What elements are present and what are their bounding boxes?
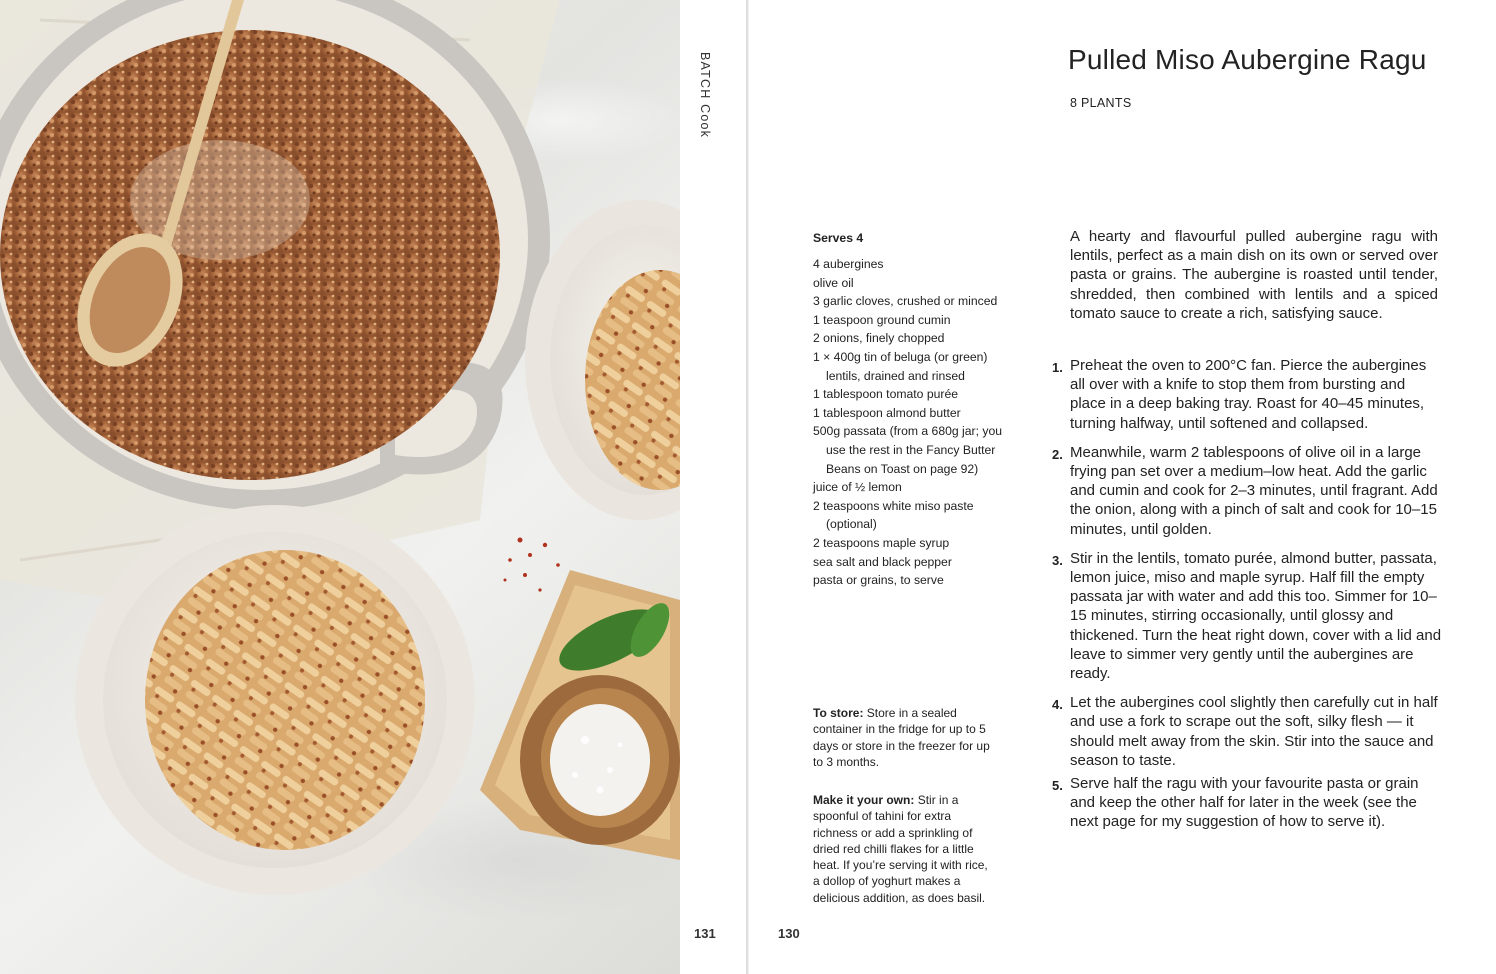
ingredient-item: juice of ½ lemon [813, 480, 902, 495]
storage-note-label: To store: [813, 706, 864, 720]
step-text: Stir in the lentils, tomato purée, almond butter, passata, lemon juice, miso and maple syrup. Half fill the empty passata jar with water and add this too. Simmer for 10–15 minutes, stirring occasionally, until glossy and thickened. Turn the heat right down, cover with a lid and leave to simmer very gently until the aubergines are ready. [1070, 549, 1442, 683]
step-number: 1. [1052, 360, 1063, 375]
plants-count: 8 PLANTS [1070, 96, 1132, 110]
recipe-intro: A hearty and flavourful pulled aubergine ragu with lentils, perfect as a main dish on its own or served over pasta or grains. The aubergine is roasted until tender, shredded, then combined with lentils and a spiced tomato sauce to create a rich, satisfying sauce. [1070, 228, 1438, 322]
ingredient-item: 1 tablespoon almond butter [813, 405, 961, 420]
ingredient-list [813, 255, 1003, 590]
method-steps [1052, 356, 1442, 832]
recipe-title: Pulled Miso Aubergine Ragu [1068, 44, 1427, 75]
method-step [1052, 549, 1442, 683]
method-step [1052, 774, 1442, 832]
ingredient-item: 2 teaspoons white miso paste (optional) [813, 498, 974, 532]
storage-note [813, 705, 997, 770]
ingredient-item: 500g passata (from a 680g jar; you use the rest in the Fancy Butter Beans on Toast on page 92) [813, 424, 1003, 476]
method-step [1052, 443, 1442, 539]
page-number-right: 130 [778, 926, 800, 941]
book-fold [746, 0, 749, 974]
method-step [1052, 693, 1442, 770]
ingredient-item: olive oil [813, 275, 854, 290]
storage-note-text: Store in a sealed container in the fridge for up to 5 days or store in the freezer for up to 3 months. [813, 706, 990, 769]
food-photo-illustration [0, 0, 680, 974]
serves-label: Serves 4 [813, 231, 864, 245]
step-number: 5. [1052, 778, 1063, 794]
step-text: Meanwhile, warm 2 tablespoons of olive oil in a large frying pan set over a medium–low heat. Add the garlic and cumin and cook for 2–3 minutes, until fragrant. Add the onion, along with a pinch of salt and cook for 10–15 minutes, until golden. [1070, 443, 1438, 538]
method-step [1052, 356, 1442, 433]
running-head: BATCH Cook [698, 52, 712, 139]
step-text: Serve half the ragu with your favourite pasta or grain and keep the other half for later in the week (see the next page for my suggestion of how to serve it). [1070, 775, 1419, 831]
ingredient-item: 1 tablespoon tomato purée [813, 387, 959, 402]
step-number: 3. [1052, 552, 1063, 568]
variation-note-label: Make it your own: [813, 793, 915, 807]
ingredient-item: 4 aubergines [813, 257, 884, 271]
ingredient-item: 2 teaspoons maple syrup [813, 535, 950, 550]
step-number: 4. [1052, 697, 1063, 713]
ingredient-item: 1 × 400g tin of beluga (or green) lentils, drained and rinsed [813, 349, 988, 383]
step-text: Preheat the oven to 200°C fan. Pierce the aubergines all over with a knife to stop them from bursting and place in a deep baking tray. Roast for 40–45 minutes, turning halfway, until softened and collapsed. [1070, 357, 1427, 432]
page-gutter [680, 0, 746, 974]
recipe-photo [0, 0, 680, 974]
step-text: Let the aubergines cool slightly then carefully cut in half and use a fork to scrape out the soft, silky flesh — it should melt away from the skin. Stir into the sauce and season to taste. [1070, 694, 1438, 769]
ingredient-item: 3 garlic cloves, crushed or minced [813, 294, 998, 309]
ingredient-item: 2 onions, finely chopped [813, 331, 945, 346]
page-number-left: 131 [694, 926, 716, 941]
ingredient-item: pasta or grains, to serve [813, 573, 944, 588]
variation-note [813, 792, 997, 906]
ingredient-item: 1 teaspoon ground cumin [813, 312, 951, 327]
step-number: 2. [1052, 446, 1063, 462]
variation-note-text: Stir in a spoonful of tahini for extra richness or add a sprinkling of dried red chilli flakes for a little heat. If you’re serving it with rice, a dollop of yoghurt makes a delicious addition, as does basil. [813, 793, 988, 905]
ingredient-item: sea salt and black pepper [813, 554, 952, 569]
